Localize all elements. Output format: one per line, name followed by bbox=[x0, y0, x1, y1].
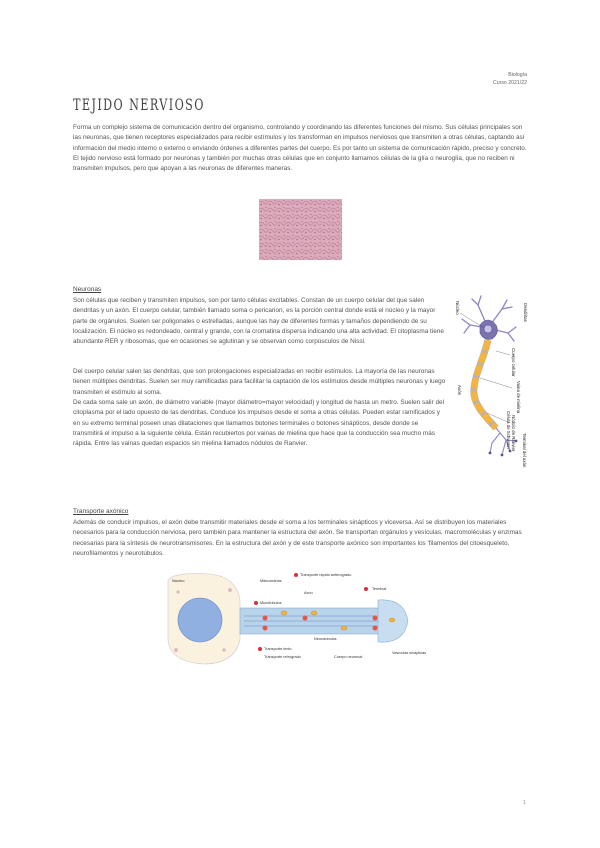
neuronas-paragraph-2: Del cuerpo celular salen las dendritas, que son prolongaciones especializadas en recibir estímulos. La mayoría de las neuronas tienen múltiples dendritas. Suelen ser muy ramificadas para facilitar la captación de los estímulos desde múltiples neuronas y luego transmiten el estímulo al soma. bbox=[73, 368, 446, 396]
neuron-label-cuerpo: Cuerpo celular bbox=[511, 348, 516, 377]
document-header bbox=[493, 72, 527, 87]
transport-label-3: Microtúbulos bbox=[260, 601, 282, 605]
transporte-paragraph: Además de conducir impulsos, el axón debe transmitir materiales desde el soma a los terminales sinápticos y viceversa. Así se distribuyen los materiales necesarios para la conducción nerviosa, pero también para mantener la estructura del axón. Se transportan orgánulos y vesículas, macromoléculas y enzimas necesarias para la síntesis de neurotransmisores. En la estructura del axón y de este transporte axónico son importantes los 'filamentos del citoesqueleto, neurofilamentos y neurotúbulos. bbox=[73, 519, 522, 557]
nerve-tissue-micrograph bbox=[259, 199, 342, 260]
transport-label-1: Mitocondrias bbox=[260, 579, 282, 583]
neuron-label-schwann: Célula de Schwann bbox=[506, 411, 511, 449]
transport-label-2: Axón bbox=[304, 591, 313, 595]
neuron-label-dendritas: Dendritas bbox=[523, 303, 528, 322]
neuronas-paragraph-3: De cada soma sale un axón, de diámetro variable (mayor diámetro=mayor velocidad) y longitud de hasta un metro. Suelen salir del citoplasma por el lado opuesto de las dendritas. Conduce los impulsos desde el soma a otras células. Pueden estar ramificados y en su extremo terminal poseen unas dilataciones que llamamos botones terminales o botones sinápticos, desde donde se transmitirá el impulso a la siguiente célula. Están recubiertos por vainas de mielina que hace que la conducción sea mucho más rápida. Entre las vainas quedan espacios sin mielina llamados nódulos de Ranvier. bbox=[73, 399, 445, 448]
transport-label-6: Transporte rápido anterógrado bbox=[300, 573, 352, 577]
transport-label-7: Transporte lento bbox=[264, 647, 292, 651]
transport-label-nucleus: Núcleo bbox=[172, 578, 185, 583]
transport-label-9: Cuerpo neuronal bbox=[334, 655, 363, 659]
course-label: Curso 2021/22 bbox=[492, 79, 527, 86]
subject-label: Biología bbox=[508, 72, 527, 78]
neuron-diagram bbox=[450, 293, 530, 468]
myelin-sheath bbox=[474, 340, 496, 428]
neuron-label-vaina: Vaina de mielina bbox=[516, 381, 521, 414]
neuron-label-ranvier: Nódulo de Ranvier bbox=[511, 415, 516, 452]
page-number: 1 bbox=[523, 800, 526, 806]
nucleus-shape bbox=[484, 325, 492, 333]
page-title: TEJIDO NERVIOSO bbox=[73, 95, 205, 114]
transport-label-10: Vesículas sinápticas bbox=[392, 651, 427, 655]
neuronas-heading: Neuronas bbox=[73, 286, 102, 293]
neuron-label-axon: Axón bbox=[457, 385, 462, 396]
transport-label-5: Terminal bbox=[372, 587, 387, 591]
axonal-transport-diagram bbox=[164, 570, 440, 667]
transport-label-4: Neurotúbulos bbox=[314, 637, 337, 641]
transport-nucleus bbox=[178, 598, 222, 642]
neuron-label-nucleo: Núcleo bbox=[455, 301, 460, 315]
intro-paragraph: Forma un complejo sistema de comunicación dentro del organismo, controlando y coordinando las diferentes funciones del mismo. Sus células principales son las neuronas, que tienen receptores especializados para recibir estímulos y los transforman en impulsos nerviosos que transmiten a otras células, captando así información del medio interno o externo o enviando órdenes a diferentes partes del cuerpo. Es por tanto un sistema de comunicación rápido, preciso y concreto. El tejido nervioso está formado por neuronas y también por muchas otras células que en conjunto llamamos células de la glía o neuroglía, que no reciben ni transmiten impulsos, pero que apoyan a las neuronas de diferentes maneras. bbox=[73, 124, 527, 173]
neuron-label-terminal: Terminal del axón bbox=[522, 433, 527, 468]
transporte-heading: Transporte axónico bbox=[73, 508, 129, 515]
transport-label-8: Transporte retrógrado bbox=[264, 655, 301, 659]
neuronas-paragraph-1: Son células que reciben y transmiten impulsos, son por tanto células excitables. Constan de un cuerpo celular del que salen dendritas y un axón. El cuerpo celular, también llamado soma o pericarion, es la porción central donde está el núcleo y la mayor parte de orgánulos. Suelen ser poligonales o estrelladas, aunque las hay de diferentes formas y tamaños dependiendo de su localización. El núcleo es redondeado, central y grande, con la cromatina dispersa indicando una alta actividad. El citoplasma tiene abundante RER y ribosomas, que en ocasiones se aglutinan y se observan como corpúsculos de Nissl. bbox=[73, 297, 444, 346]
